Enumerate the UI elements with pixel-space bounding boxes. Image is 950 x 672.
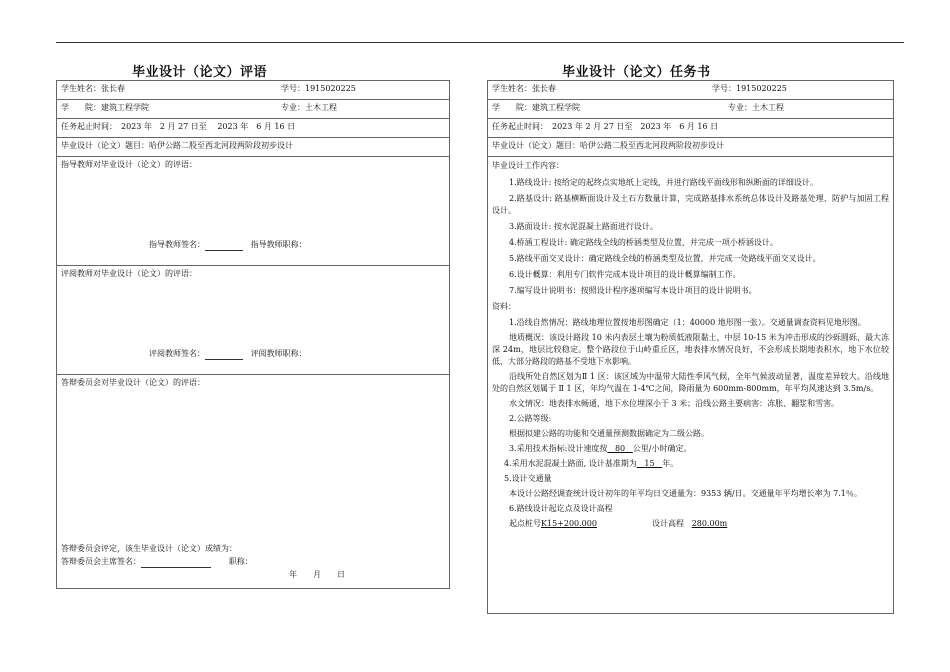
material-paragraph: 水文情况：地表排水畅通，地下水位埋深小于 3 米；沿线公路主要病害：冻胀、翻浆和雪害。	[509, 399, 840, 408]
work-item: 6.设计概算：利用专门软件完成本设计项目的设计概算编制工作。	[509, 270, 741, 279]
chair-sign-label: 答辩委员会主席签名：	[61, 557, 141, 566]
reviewer-comment-header: 评阅教师对毕业设计（论文）的评语：	[61, 269, 197, 278]
start-point-line	[492, 518, 889, 530]
evaluation-form	[56, 80, 450, 589]
right-page-title: 毕业设计（论文）任务书	[562, 65, 711, 80]
advisor-signature-line	[149, 239, 307, 251]
advisor-sign-blank[interactable]	[205, 241, 243, 251]
traffic-header: 5.设计交通量	[504, 474, 552, 483]
reviewer-signature-line	[149, 348, 307, 360]
speed-value: 80	[614, 444, 626, 453]
committee-comment-header: 答辩委员会对毕业设计（论文）的评语：	[61, 378, 205, 387]
task-topic-row	[488, 138, 893, 157]
material-paragraph: 沿线所处自然区划为Ⅱ 1 区：该区域为中温带大陆性季风气候，全年气候波动显著，温度差异较大。沿线地处的自然区划属于 Ⅱ 1 区，年均气温在 1-4℃之间，降雨量为 600mm-800mm，年平均风速达到 3.5m/s。	[492, 372, 889, 393]
date-line: 年 月 日	[289, 570, 345, 579]
advisor-sign-label: 指导教师签名：	[149, 240, 205, 249]
chair-title-label: 职称：	[228, 557, 253, 566]
thesis-topic: 毕业设计（论文）题目：哈伊公路二股至西北河段两阶段初步设计	[61, 141, 293, 150]
page-top-rule	[56, 42, 904, 43]
elevation-label: 设计高程	[652, 519, 685, 528]
start-label: 起点桩号	[509, 519, 541, 528]
speed-suffix: 公里/小时确定。	[632, 444, 692, 453]
task-period: 任务起止时间： 2023 年 2 月 27 日至 2023 年 6 月 16 日	[61, 122, 296, 131]
elevation-header: 6.路线设计起讫点及设计高程	[509, 504, 613, 513]
task-college-row	[488, 100, 893, 119]
task-college: 学 院：建筑工程学院	[492, 103, 580, 112]
reviewer-sign-label: 评阅教师签名：	[149, 349, 205, 358]
task-topic: 毕业设计（论文）题目：哈伊公路二股至西北河段两阶段初步设计	[492, 141, 724, 150]
road-grade-header: 2.公路等级:	[509, 414, 552, 423]
advisor-comment-section	[57, 157, 449, 266]
start-value: K15+200.000	[541, 519, 597, 528]
design-period-value	[637, 459, 662, 468]
advisor-title-label: 指导教师职称：	[250, 240, 307, 249]
work-content-header: 毕业设计工作内容：	[492, 161, 564, 170]
task-period-row	[488, 119, 893, 138]
speed-prefix: 3.采用技术指标:设计速度按	[509, 444, 608, 453]
work-item: 3.路面设计: 按水泥混凝土路面进行设计。	[509, 222, 658, 231]
chair-sign-blank[interactable]	[141, 558, 211, 568]
student-row	[57, 81, 449, 100]
work-item: 5.路线平面交叉设计：确定路线全线的桥涵类型及位置，并完成一处路线平面交叉设计。	[509, 254, 821, 263]
work-item: 7.编写设计说明书：按照设计程序逐项编写本设计项目的设计说明书。	[509, 286, 757, 295]
traffic-text: 本设计公路经调查统计设计初年的年平均日交通量为：9353 辆/日。交通量年平均增长率为 7.1％。	[509, 489, 862, 498]
material-paragraph: 1.沿线自然情况：路线地理位置按地形图确定（1：40000 地形图一张）。交通量调查资料见地形图。	[509, 318, 866, 327]
task-student-name: 学生姓名：张长春	[492, 84, 556, 93]
task-student-id: 学号：1915020225	[712, 84, 787, 93]
pavement-prefix: 4.采用水泥混凝土路面, 设计基准期为	[504, 459, 637, 468]
task-content-section	[488, 157, 893, 613]
reviewer-title-label: 评阅教师职称：	[250, 349, 307, 358]
elevation-value: 280.00m	[691, 519, 728, 528]
reviewer-sign-blank[interactable]	[205, 350, 243, 360]
material-paragraph: 地质概况：该设计路段 10 米内表层土壤为粉质低液限黏土，中层 10-15 米为冲击形成的沙砾圆砾，最大冻深 24m，地层比较稳定。整个路段位于山岭重丘区，地表排水情况良好，不会形成长期地表积水，地下水位较低，大部分路段的路基不受地下水影响。	[492, 333, 889, 366]
student-name: 学生姓名：张长春	[61, 84, 125, 93]
task-student-row	[488, 81, 893, 100]
period-row	[57, 119, 449, 138]
advisor-comment-header: 指导教师对毕业设计（论文）的评语：	[61, 160, 197, 169]
task-major: 专业：土木工程	[728, 103, 784, 112]
task-form	[487, 80, 894, 614]
task-period: 任务起止时间： 2023 年 2 月 27 日至 2023 年 6 月 16 日	[492, 122, 719, 131]
materials-header: 资料：	[492, 302, 516, 311]
design-speed-line	[492, 443, 889, 455]
reviewer-comment-section	[57, 266, 449, 375]
road-grade-text: 根据拟建公路的功能和交通量预测数据确定为二级公路。	[509, 429, 709, 438]
pavement-line	[492, 458, 889, 470]
student-id: 学号：1915020225	[281, 84, 356, 93]
grade-line: 答辩委员会评定，该生毕业设计（论文）成绩为：	[61, 544, 237, 553]
committee-comment-section	[57, 375, 449, 587]
work-item: 2.路基设计: 路基横断面设计及土石方数量计算，完成路基排水系统总体设计及路基处理、防护与加固工程设计。	[492, 194, 889, 215]
work-item: 4.桥涵工程设计: 确定路线全线的桥涵类型及位置，并完成一项小桥涵设计。	[509, 238, 778, 247]
college-row	[57, 100, 449, 119]
work-item: 1.路线设计: 按给定的起终点实地纸上定线，并进行路线平面线形和纵断面的详细设计。	[509, 178, 818, 187]
major: 专业：土木工程	[281, 103, 337, 112]
left-page-title: 毕业设计（论文）评语	[132, 65, 268, 80]
pavement-suffix: 年。	[662, 459, 679, 468]
period-value: 15	[644, 459, 655, 468]
design-speed-value	[607, 444, 632, 453]
college: 学 院：建筑工程学院	[61, 103, 149, 112]
topic-row	[57, 138, 449, 157]
chair-signature-line	[61, 556, 253, 568]
